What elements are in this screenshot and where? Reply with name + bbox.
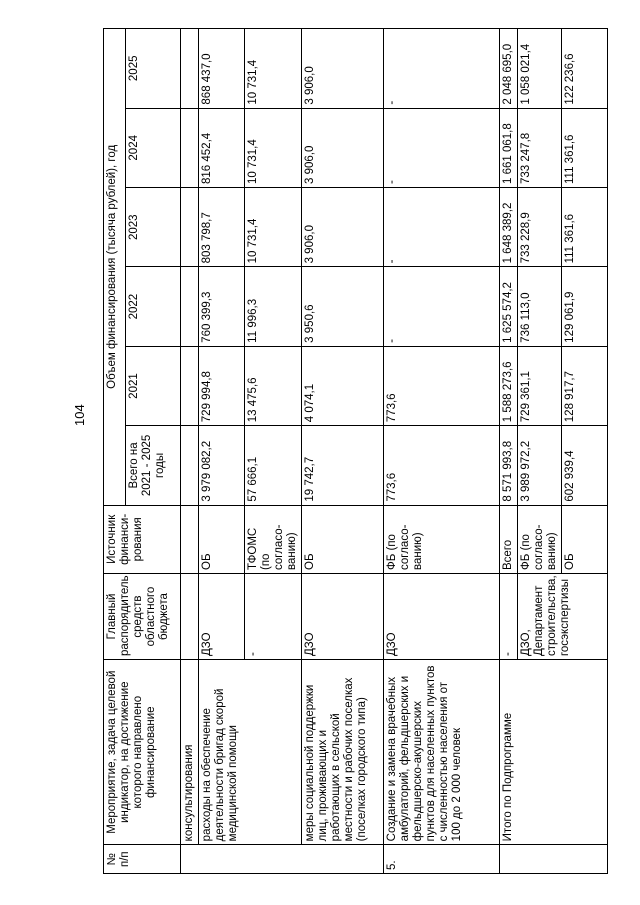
page-number: 104: [72, 404, 87, 426]
cell-manager: ДЗО, Департамент строительства, госэкспертизы: [518, 574, 608, 660]
table-row: [181, 29, 199, 874]
cell-value: 1 058 021,4: [518, 29, 562, 109]
cell-manager: ДЗО: [384, 574, 500, 660]
cell-value: 1 625 574,2: [500, 267, 518, 346]
cell-source: ТФОМС (по согласо-ванию): [245, 505, 302, 573]
cell-value: -: [384, 188, 500, 267]
cell-value: 19 742,7: [302, 426, 384, 505]
cell-measure: меры социальной поддержки лиц, проживающих и работающих в сельской местности и рабочих поселках (поселках городского типа): [302, 660, 384, 845]
cell-value: 3 906,0: [302, 29, 384, 109]
cell-value: 773,6: [384, 426, 500, 505]
cell-value: 3 950,6: [302, 267, 384, 346]
cell-value: 8 571 993,8: [500, 426, 518, 505]
cell-value: 3 989 972,2: [518, 426, 562, 505]
cell-value: 10 731,4: [245, 188, 302, 267]
cell-value: [181, 29, 199, 109]
header-year: 2023: [126, 188, 181, 267]
cell-source: ФБ (по согласо-ванию): [384, 505, 500, 573]
cell-value: 129 061,9: [562, 267, 608, 346]
table-row: [302, 29, 384, 874]
cell-manager: ДЗО: [199, 574, 245, 660]
cell-manager: -: [500, 574, 518, 660]
header-funding: Объем финансирования (тысяча рублей), год: [104, 29, 126, 506]
cell-value: 760 399,3: [199, 267, 245, 346]
header-year: 2021: [126, 346, 181, 425]
cell-value: 3 906,0: [302, 188, 384, 267]
table-row: [500, 29, 518, 874]
header-measure: Мероприятие, задача целевой индикатор, на достижение которого направлено финансирование: [104, 660, 181, 845]
cell-value: 111 361,6: [562, 188, 608, 267]
financing-table: [103, 28, 608, 874]
cell-value: 13 475,6: [245, 346, 302, 425]
cell-value: 57 666,1: [245, 426, 302, 505]
cell-value: 736 113,0: [518, 267, 562, 346]
cell-value: 868 437,0: [199, 29, 245, 109]
cell-value: 733 228,9: [518, 188, 562, 267]
cell-value: [181, 188, 199, 267]
cell-measure: Создание и замена врачебных амбулаторий, фельдшерских и фельдшерско-акушерских пунктов для населенных пунктов с численностью населения от 100 до 2 000 человек: [384, 660, 500, 845]
header-manager: Главный распорядитель средств областного бюджета: [104, 574, 181, 660]
rotated-page-content: [103, 28, 608, 874]
header-source: Источник финанси-рования: [104, 505, 181, 573]
cell-value: 729 994,8: [199, 346, 245, 425]
cell-value: 128 917,7: [562, 346, 608, 425]
cell-value: -: [384, 29, 500, 109]
header-year: 2022: [126, 267, 181, 346]
cell-measure: Итого по Подпрограмме: [500, 660, 608, 845]
header-num: № п/п: [104, 845, 181, 874]
cell-value: 729 361,1: [518, 346, 562, 425]
cell-value: 1 661 061,8: [500, 108, 518, 187]
table-row: [199, 29, 245, 874]
cell-value: -: [384, 267, 500, 346]
cell-num: [500, 845, 608, 874]
cell-manager: -: [245, 574, 302, 660]
cell-source: ОБ: [302, 505, 384, 573]
cell-value: [181, 426, 199, 505]
cell-value: 2 048 695,0: [500, 29, 518, 109]
cell-source: [181, 505, 199, 573]
cell-value: 602 939,4: [562, 426, 608, 505]
cell-num: 5.: [384, 845, 500, 874]
cell-source: Всего: [500, 505, 518, 573]
cell-measure: расходы на обеспечение деятельности бригад скорой медицинской помощи: [199, 660, 302, 845]
cell-value: [181, 108, 199, 187]
cell-value: [181, 267, 199, 346]
cell-source: ОБ: [199, 505, 245, 573]
table-row: [384, 29, 500, 874]
header-year: 2025: [126, 29, 181, 109]
cell-source: ОБ: [562, 505, 608, 573]
cell-value: 816 452,4: [199, 108, 245, 187]
cell-value: 1 648 389,2: [500, 188, 518, 267]
cell-measure: консультирования: [181, 660, 199, 845]
cell-value: 11 996,3: [245, 267, 302, 346]
cell-value: 803 798,7: [199, 188, 245, 267]
cell-manager: ДЗО: [302, 574, 384, 660]
header-year: 2024: [126, 108, 181, 187]
cell-value: 3 979 082,2: [199, 426, 245, 505]
header-total: Всего на 2021 - 2025 годы: [126, 426, 181, 505]
cell-manager: [181, 574, 199, 660]
cell-value: 773,6: [384, 346, 500, 425]
cell-value: 122 236,6: [562, 29, 608, 109]
cell-value: 111 361,6: [562, 108, 608, 187]
cell-value: 10 731,4: [245, 29, 302, 109]
cell-source: ФБ (по согласо-ванию): [518, 505, 562, 573]
cell-value: 3 906,0: [302, 108, 384, 187]
cell-value: 733 247,8: [518, 108, 562, 187]
cell-value: 1 588 273,6: [500, 346, 518, 425]
cell-value: 10 731,4: [245, 108, 302, 187]
cell-value: [181, 346, 199, 425]
cell-value: -: [384, 108, 500, 187]
cell-value: 4 074,1: [302, 346, 384, 425]
cell-num: [181, 845, 384, 874]
